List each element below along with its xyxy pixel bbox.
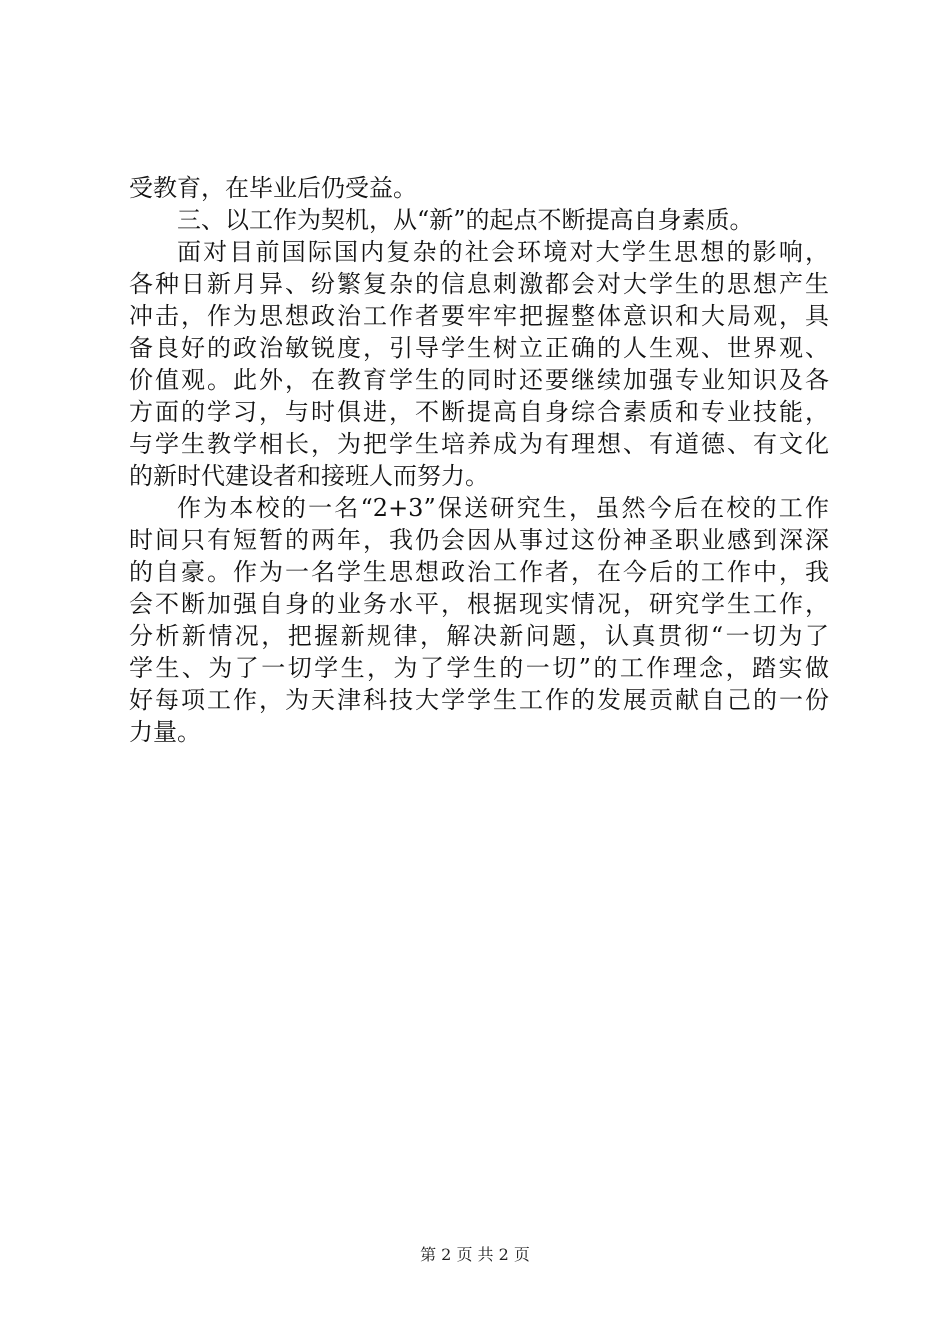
- text-line: 力量。: [129, 718, 201, 746]
- text-line: 学生、为了一切学生，为了学生的一切”的工作理念，踏实做: [129, 654, 829, 682]
- text-line: 时间只有短暂的两年，我仍会因从事过这份神圣职业感到深深: [129, 526, 829, 554]
- text-line: 会不断加强自身的业务水平，根据现实情况，研究学生工作，: [129, 590, 829, 618]
- text-line: 的新时代建设者和接班人而努力。: [129, 462, 489, 490]
- text-line: 方面的学习，与时俱进，不断提高自身综合素质和专业技能，: [129, 398, 829, 426]
- text-line: 作为本校的一名“2+3”保送研究生，虽然今后在校的工作: [177, 494, 829, 522]
- text-line: 分析新情况，把握新规律，解决新问题，认真贯彻“一切为了: [129, 622, 829, 650]
- text-line: 冲击，作为思想政治工作者要牢牢把握整体意识和大局观，具: [129, 302, 829, 330]
- text-line: 面对目前国际国内复杂的社会环境对大学生思想的影响，: [177, 238, 829, 266]
- text-line: 与学生教学相长，为把学生培养成为有理想、有道德、有文化: [129, 430, 829, 458]
- page-number-footer: 第 2 页 共 2 页: [420, 1245, 530, 1264]
- text-line: 的自豪。作为一名学生思想政治工作者，在今后的工作中，我: [129, 558, 829, 586]
- text-line: 备良好的政治敏锐度，引导学生树立正确的人生观、世界观、: [129, 334, 829, 362]
- text-line: 价值观。此外，在教育学生的同时还要继续加强专业知识及各: [129, 366, 829, 394]
- section-heading: 三、以工作为契机，从“新”的起点不断提高自身素质。: [177, 206, 754, 234]
- text-line: 好每项工作，为天津科技大学学生工作的发展贡献自己的一份: [129, 686, 829, 714]
- text-line: 各种日新月异、纷繁复杂的信息刺激都会对大学生的思想产生: [129, 270, 829, 298]
- text-line: 受教育，在毕业后仍受益。: [129, 174, 417, 202]
